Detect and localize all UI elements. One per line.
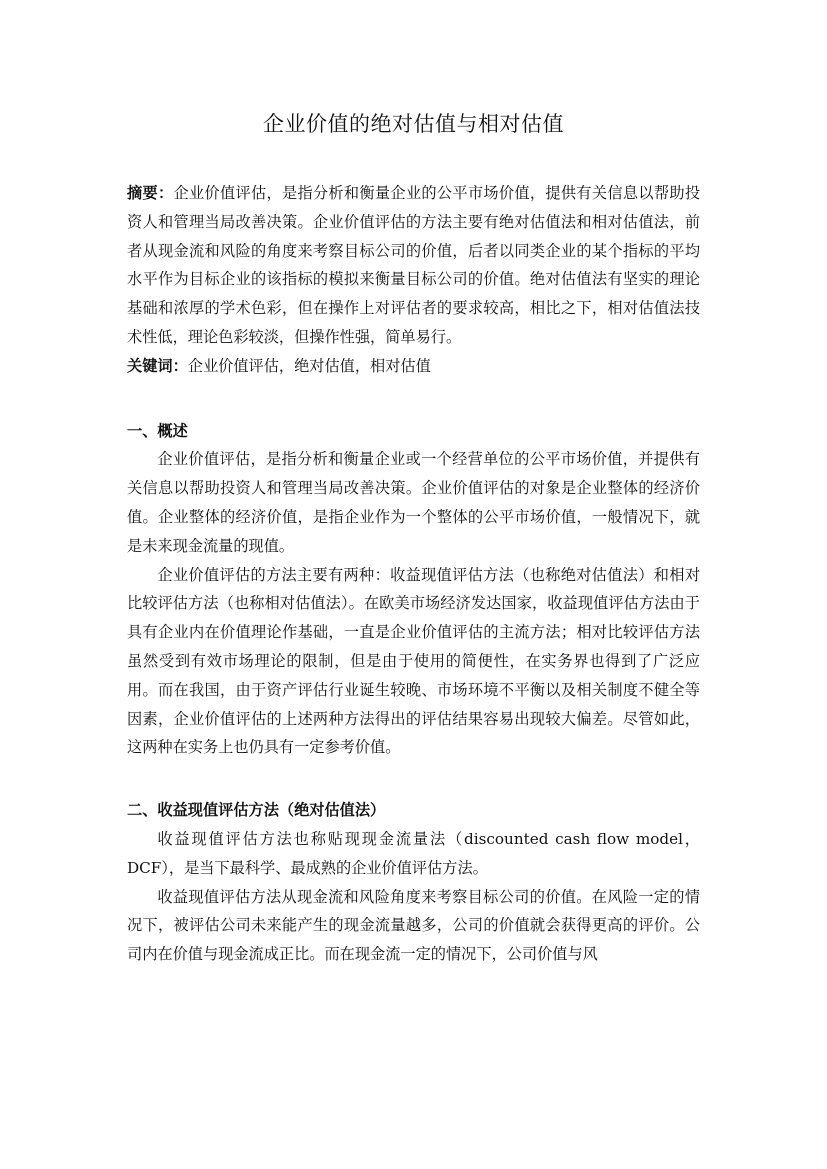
paragraph: 收益现值评估方法也称贴现现金流量法（discounted cash flow model，DCF），是当下最科学、最成熟的企业价值评估方法。 <box>127 829 700 877</box>
section-heading-overview: 一、概述 <box>127 421 188 440</box>
paragraph: 企业价值评估，是指分析和衡量企业或一个经营单位的公平市场价值，并提供有关信息以帮助投资人和管理当局改善决策。企业价值评估的对象是企业整体的经济价值。企业整体的经济价值，是指企业作为一个整体的公平市场价值，一般情况下，就是未来现金流量的现值。 <box>127 450 700 555</box>
abstract-text: 企业价值评估，是指分析和衡量企业的公平市场价值，提供有关信息以帮助投资人和管理当局改善决策。企业价值评估的方法主要有绝对估值法和相对估值法，前者从现金流和风险的角度来考察目标公司的价值，后者以同类企业的某个指标的平均水平作为目标企业的该指标的模拟来衡量目标公司的价值。绝对估值法有坚实的理论基础和浓厚的学术色彩，但在操作上对评估者的要求较高，相比之下，相对估值法技术性低，理论色彩较淡，但操作性强，简单易行。 <box>127 184 700 346</box>
document-title: 企业价值的绝对估值与相对估值 <box>263 112 564 136</box>
keywords <box>127 352 700 381</box>
section-heading-dcf: 二、收益现值评估方法（绝对估值法） <box>127 801 386 820</box>
keywords-label: 关键词： <box>127 356 188 375</box>
paragraph: 企业价值评估的方法主要有两种：收益现值评估方法（也称绝对估值法）和相对比较评估方法（也称相对估值法）。在欧美市场经济发达国家，收益现值评估方法由于具有企业内在价值理论作基础，一直是企业价值评估的主流方法；相对比较评估方法虽然受到有效市场理论的限制，但是由于使用的简便性，在实务界也得到了广泛应用。而在我国，由于资产评估行业诞生较晚、市场环境不平衡以及相关制度不健全等因素，企业价值评估的上述两种方法得出的评估结果容易出现较大偏差。尽管如此，这两种在实务上也仍具有一定参考价值。 <box>127 565 700 757</box>
paragraph: 收益现值评估方法从现金流和风险角度来考察目标公司的价值。在风险一定的情况下，被评估公司未来能产生的现金流量越多，公司的价值就会获得更高的评价。公司内在价值与现金流成正比。而在现金流一定的情况下，公司价值与风 <box>127 887 700 964</box>
abstract-label: 摘要： <box>127 184 174 202</box>
abstract <box>127 179 700 352</box>
keywords-text: 企业价值评估，绝对估值，相对估值 <box>187 356 431 375</box>
